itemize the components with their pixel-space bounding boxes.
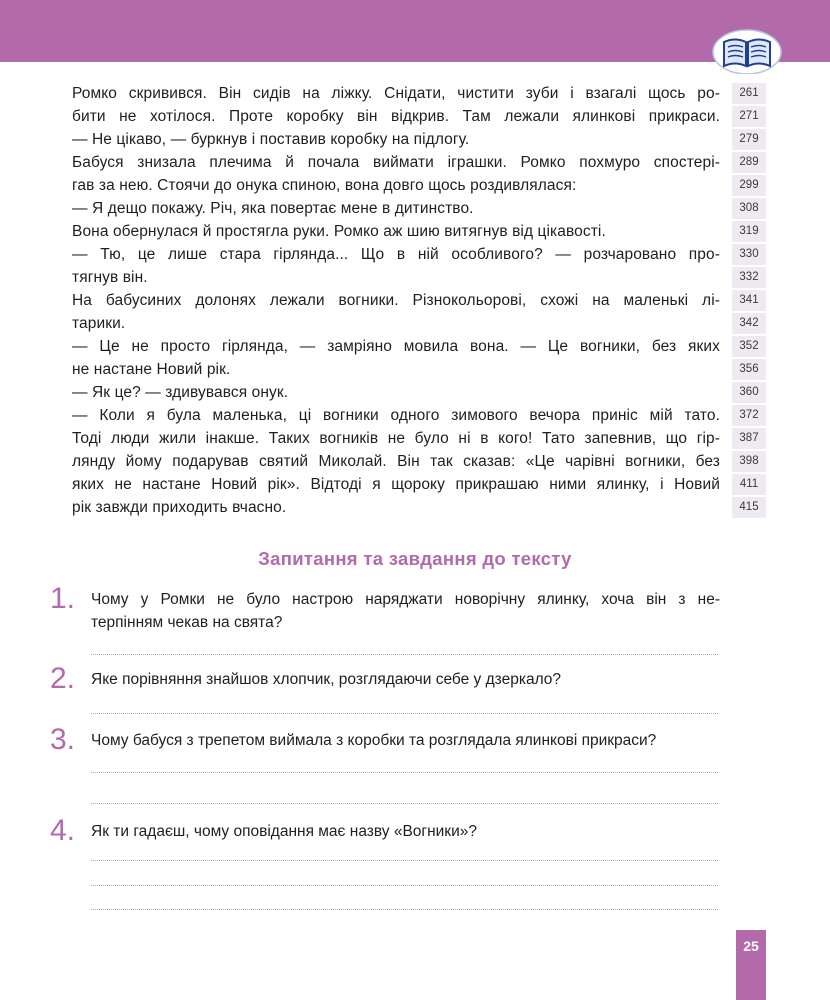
- story-line: — Це не просто гірлянда, — замріяно мовила вона. — Це вогники, без яких: [72, 338, 720, 355]
- story-line: — Не цікаво, — буркнув і поставив коробку на підлогу.: [72, 131, 470, 148]
- word-count-number: 415: [732, 497, 766, 518]
- answer-line[interactable]: [91, 654, 718, 655]
- story-line: рік завжди приходить вчасно.: [72, 499, 287, 516]
- story-line: — Я дещо покажу. Річ, яка повертає мене в дитинство.: [72, 200, 474, 217]
- story-line: тарики.: [72, 315, 126, 332]
- word-count-number: 289: [732, 152, 766, 173]
- word-count-number: 261: [732, 83, 766, 104]
- story-line: лянду йому подарував святий Миколай. Він так сказав: «Це чарівні вогники, без: [72, 453, 720, 470]
- story-line: тягнув він.: [72, 269, 148, 286]
- story-line: яких не настане Новий рік». Відтоді я щороку прикрашаю ними ялинку, і Новий: [72, 476, 720, 493]
- word-count-number: 299: [732, 175, 766, 196]
- header-band: [0, 0, 830, 62]
- word-count-number: 279: [732, 129, 766, 150]
- word-count-number: 332: [732, 267, 766, 288]
- word-count-number: 411: [732, 474, 766, 495]
- story-line: — Коли я була маленька, ці вогники одного зимового вечора приніс мій тато.: [72, 407, 720, 424]
- word-count-number: 360: [732, 382, 766, 403]
- word-count-number: 308: [732, 198, 766, 219]
- answer-line[interactable]: [91, 909, 718, 910]
- question-text: терпінням чекав на свята?: [91, 614, 283, 631]
- word-count-number: 319: [732, 221, 766, 242]
- word-count-number: 271: [732, 106, 766, 127]
- story-line: не настане Новий рік.: [72, 361, 231, 378]
- questions-heading: Запитання та завдання до тексту: [258, 548, 572, 569]
- page-number: 25: [743, 938, 759, 954]
- word-count-number: 372: [732, 405, 766, 426]
- answer-line[interactable]: [91, 860, 718, 861]
- question-number: 2.: [50, 662, 76, 695]
- open-book-icon: [712, 26, 782, 74]
- story-line: Ромко скривився. Він сидів на ліжку. Снідати, чистити зуби і взагалі щось ро-: [72, 85, 720, 102]
- word-count-number: 342: [732, 313, 766, 334]
- answer-line[interactable]: [91, 803, 718, 804]
- question-text: Чому у Ромки не було настрою наряджати новорічну ялинку, хоча він з не-: [91, 591, 720, 608]
- word-count-number: 352: [732, 336, 766, 357]
- story-line: Бабуся знизала плечима й почала виймати іграшки. Ромко похмуро спостері-: [72, 154, 720, 171]
- story-line: бити не хотілося. Проте коробку він відкрив. Там лежали ялинкові прикраси.: [72, 108, 720, 125]
- word-count-number: 341: [732, 290, 766, 311]
- answer-line[interactable]: [91, 772, 718, 773]
- story-line: — Тю, це лише стара гірлянда... Що в ній особливого? — розчаровано про-: [72, 246, 720, 263]
- answer-line[interactable]: [91, 885, 718, 886]
- word-count-number: 387: [732, 428, 766, 449]
- question-text: Яке порівняння знайшов хлопчик, розглядаючи себе у дзеркало?: [91, 671, 562, 688]
- story-line: Тоді люди жили інакше. Таких вогників не було ні в кого! Тато запевнив, що гір-: [72, 430, 720, 447]
- question-number: 3.: [50, 723, 76, 756]
- question-text: Чому бабуся з трепетом виймала з коробки та розглядала ялинкові прикраси?: [91, 732, 657, 749]
- question-number: 4.: [50, 814, 76, 847]
- question-number: 1.: [50, 582, 76, 615]
- story-line: гав за нею. Стоячи до онука спиною, вона довго щось роздивлялася:: [72, 177, 577, 194]
- word-count-number: 398: [732, 451, 766, 472]
- word-count-number: 356: [732, 359, 766, 380]
- story-line: На бабусиних долонях лежали вогники. Різнокольорові, схожі на маленькі лі-: [72, 292, 720, 309]
- word-count-number: 330: [732, 244, 766, 265]
- story-line: — Як це? — здивувався онук.: [72, 384, 289, 401]
- answer-line[interactable]: [91, 713, 718, 714]
- question-text: Як ти гадаєш, чому оповідання має назву «Вогники»?: [91, 823, 477, 840]
- story-line: Вона обернулася й простягла руки. Ромко аж шию витягнув від цікавості.: [72, 223, 606, 240]
